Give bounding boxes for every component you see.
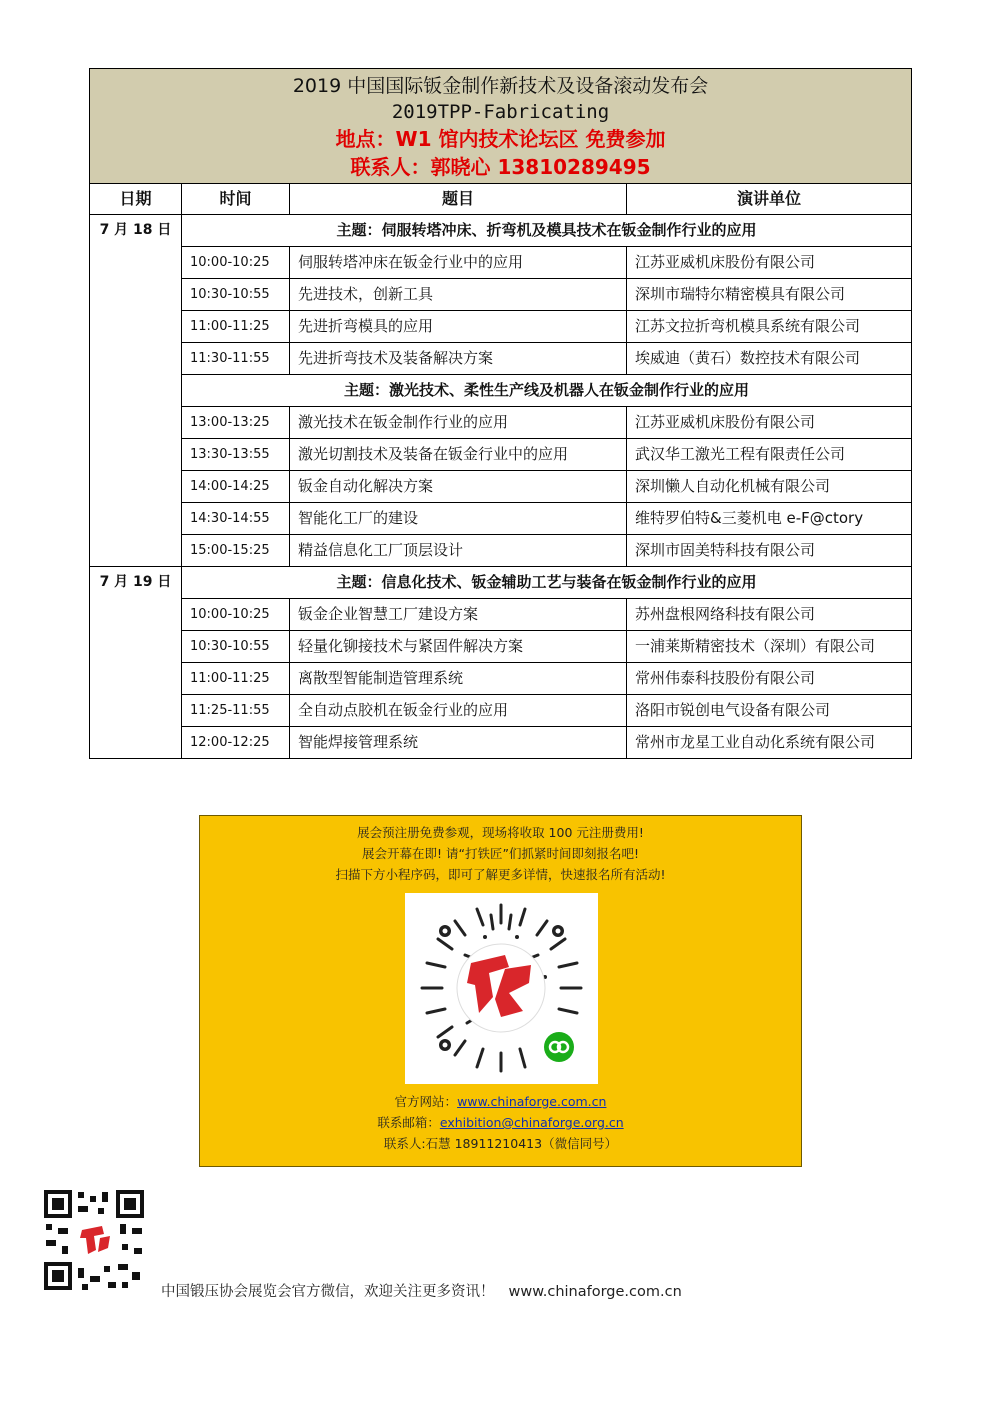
org-cell: 常州伟泰科技股份有限公司 [627,663,912,695]
topic-cell: 钣金自动化解决方案 [290,471,627,503]
qr-code-icon [42,1188,146,1292]
table-row [90,663,912,695]
website-label: 官方网站： [394,1094,458,1109]
column-header-time: 时间 [182,184,290,215]
table-row [90,599,912,631]
topic-cell: 伺服转塔冲床在钣金行业中的应用 [290,247,627,279]
table-row [90,407,912,439]
event-subtitle: 2019TPP-Fabricating [391,101,610,123]
table-row [90,215,912,247]
time-cell: 11:00-11:25 [182,663,290,695]
time-cell: 11:25-11:55 [182,695,290,727]
time-cell: 11:30-11:55 [182,343,290,375]
topic-cell: 激光技术在钣金制作行业的应用 [290,407,627,439]
registration-info-box [199,815,802,1167]
website-link[interactable]: www.chinaforge.com.cn [457,1094,607,1109]
table-row [90,247,912,279]
event-location: 地点：W1 馆内技术论坛区 免费参加 [335,127,666,151]
column-header-org: 演讲单位 [627,184,912,215]
org-cell: 深圳懒人自动化机械有限公司 [627,471,912,503]
time-cell: 14:30-14:55 [182,503,290,535]
theme-row: 主题：信息化技术、钣金辅助工艺与装备在钣金制作行业的应用 [182,567,912,599]
theme-row: 主题：伺服转塔冲床、折弯机及模具技术在钣金制作行业的应用 [182,215,912,247]
table-row [90,631,912,663]
time-cell: 10:00-10:25 [182,599,290,631]
website-line [200,1091,801,1112]
column-header-date: 日期 [90,184,182,215]
time-cell: 10:30-10:55 [182,631,290,663]
table-row [90,439,912,471]
time-cell: 12:00-12:25 [182,727,290,759]
table-row [90,567,912,599]
org-cell: 埃威迪（黄石）数控技术有限公司 [627,343,912,375]
topic-cell: 精益信息化工厂顶层设计 [290,535,627,567]
org-cell: 维特罗伯特&三菱机电 e-F@ctory [627,503,912,535]
org-cell: 武汉华工激光工程有限责任公司 [627,439,912,471]
contact-line: 联系人:石慧 18911210413（微信同号） [383,1136,618,1151]
time-cell: 15:00-15:25 [182,535,290,567]
time-cell: 11:00-11:25 [182,311,290,343]
event-title: 2019 中国国际钣金制作新技术及设备滚动发布会 [292,75,709,97]
info-line-1: 展会预注册免费参观，现场将收取 100 元注册费用! [357,825,644,840]
topic-cell: 全自动点胶机在钣金行业的应用 [290,695,627,727]
contact-links [200,1091,801,1154]
topic-cell: 离散型智能制造管理系统 [290,663,627,695]
footer-url[interactable]: www.chinaforge.com.cn [508,1284,682,1300]
time-cell: 10:00-10:25 [182,247,290,279]
footer-text: 中国锻压协会展览会官方微信，欢迎关注更多资讯！ [161,1284,495,1300]
topic-cell: 智能焊接管理系统 [290,727,627,759]
table-row [90,311,912,343]
table-row [90,503,912,535]
date-cell: 7 月 18 日 [90,215,182,567]
topic-cell: 钣金企业智慧工厂建设方案 [290,599,627,631]
table-row [90,343,912,375]
org-cell: 江苏亚威机床股份有限公司 [627,407,912,439]
time-cell: 10:30-10:55 [182,279,290,311]
org-cell: 深圳市瑞特尔精密模具有限公司 [627,279,912,311]
mini-program-code[interactable] [405,893,598,1084]
org-cell: 深圳市固美特科技有限公司 [627,535,912,567]
table-row [90,471,912,503]
topic-cell: 先进技术，创新工具 [290,279,627,311]
table-row [90,375,912,407]
topic-cell: 激光切割技术及装备在钣金行业中的应用 [290,439,627,471]
header-cell [90,69,912,184]
table-row [90,279,912,311]
column-header-row [90,184,912,215]
topic-cell: 智能化工厂的建设 [290,503,627,535]
org-cell: 一浦莱斯精密技术（深圳）有限公司 [627,631,912,663]
org-cell: 洛阳市锐创电气设备有限公司 [627,695,912,727]
email-label: 联系邮箱： [377,1115,440,1130]
header-row [90,69,912,184]
time-cell: 13:30-13:55 [182,439,290,471]
info-line-2: 展会开幕在即! 请“打铁匠”们抓紧时间即刻报名吧! [362,846,639,861]
org-cell: 常州市龙星工业自动化系统有限公司 [627,727,912,759]
schedule-table [89,68,912,759]
table-row [90,535,912,567]
org-cell: 江苏文拉折弯机模具系统有限公司 [627,311,912,343]
table-row [90,727,912,759]
topic-cell: 先进折弯模具的应用 [290,311,627,343]
footer [161,1280,682,1301]
time-cell: 14:00-14:25 [182,471,290,503]
info-line-3: 扫描下方小程序码，即可了解更多详情，快速报名所有活动! [335,867,666,882]
theme-row: 主题：激光技术、柔性生产线及机器人在钣金制作行业的应用 [182,375,912,407]
email-link[interactable]: exhibition@chinaforge.org.cn [439,1115,624,1130]
topic-cell: 先进折弯技术及装备解决方案 [290,343,627,375]
time-cell: 13:00-13:25 [182,407,290,439]
topic-cell: 轻量化铆接技术与紧固件解决方案 [290,631,627,663]
org-cell: 苏州盘根网络科技有限公司 [627,599,912,631]
wechat-qr-code[interactable] [42,1188,146,1292]
table-row [90,695,912,727]
event-contact: 联系人：郭晓心 13810289495 [350,155,651,179]
email-line [200,1112,801,1133]
date-cell: 7 月 19 日 [90,567,182,759]
mini-program-code-icon [405,893,598,1084]
column-header-topic: 题目 [290,184,627,215]
org-cell: 江苏亚威机床股份有限公司 [627,247,912,279]
